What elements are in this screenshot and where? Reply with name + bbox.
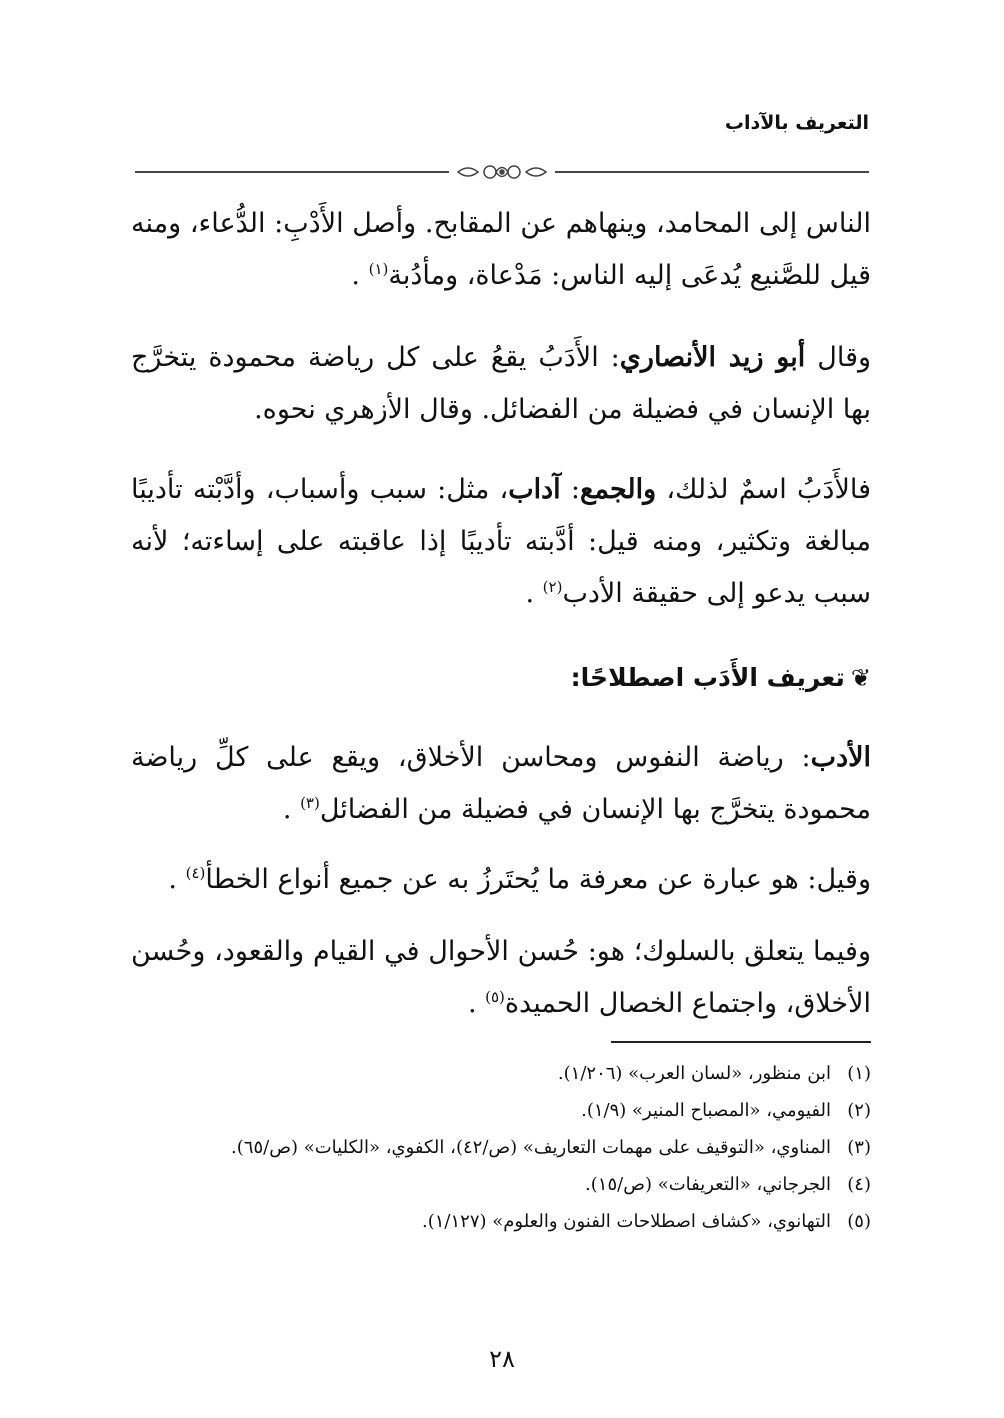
paragraph-6-text: وفيما يتعلق بالسلوك؛ هو: حُسن الأحوال في القيام والقعود، وحُسن الأخلاق، واجتماع الخصال الحميدة <box>131 936 871 1019</box>
header-ornamental-rule <box>135 162 869 182</box>
paragraph-3-end: . <box>525 578 543 609</box>
floral-ornament-icon <box>456 162 548 182</box>
footnote-text: ابن منظور، «لسان العرب» (١/٢٠٦). <box>557 1063 831 1084</box>
footnote-number: (٣) <box>847 1137 871 1158</box>
section-heading-text: تعريف الأَدَب اصطلاحًا: <box>570 663 845 692</box>
footnote-item <box>131 1169 871 1200</box>
paragraph-2-text: : الأَدَبُ يقعُ على كل رياضة محمودة يتخرَّج بها الإنسان في فضيلة من الفضائل. وقال الأزهري نحوه. <box>131 342 871 425</box>
paragraph-3-part-c: ، مثل: سبب وأسباب، وأدَّبْته تأديبًا مبالغة وتكثير، ومنه قيل: أدَّبته تأديبًا إذا عاقبته على إساءته؛ لأنه سبب يدعو إلى حقيقة الأدب <box>131 474 871 609</box>
term-plural-word: آداب <box>508 474 561 505</box>
footnote-text: التهانوي، «كشاف اصطلاحات الفنون والعلوم» (١/١٢٧). <box>422 1211 831 1232</box>
footnote-item <box>131 1206 871 1237</box>
paragraph-5-end: . <box>168 864 186 895</box>
scholar-name: أبو زيد الأنصاري <box>619 342 806 373</box>
footnotes-list <box>131 1058 871 1243</box>
paragraph-2-lead: وقال <box>805 342 872 373</box>
footnote-separator <box>611 1041 871 1043</box>
footnote-ref-2[interactable]: (٢) <box>542 578 563 596</box>
paragraph-2 <box>131 332 871 436</box>
fleuron-icon: ❦ <box>850 664 871 692</box>
footnote-text: الفيومي، «المصباح المنير» (١/٩). <box>581 1100 831 1121</box>
header-rule-right <box>555 171 869 173</box>
footnote-item <box>131 1058 871 1089</box>
footnote-item <box>131 1132 871 1163</box>
header-rule-left <box>135 171 449 173</box>
paragraph-1 <box>131 198 871 302</box>
footnote-ref-5[interactable]: (٥) <box>485 988 505 1006</box>
page-number: ٢٨ <box>489 1345 515 1373</box>
footnote-number: (٢) <box>847 1100 871 1121</box>
footnote-number: (٤) <box>847 1174 871 1195</box>
footnote-item <box>131 1095 871 1126</box>
paragraph-5 <box>131 854 871 906</box>
paragraph-4 <box>131 732 871 836</box>
paragraph-3-part-a: فالأَدَبُ اسمٌ لذلك، <box>656 474 871 505</box>
section-heading <box>131 656 871 700</box>
paragraph-4-text: : رياضة النفوس ومحاسن الأخلاق، ويقع على كلِّ رياضة محمودة يتخرَّج بها الإنسان في فضيلة من الفضائل <box>131 742 871 825</box>
paragraph-1-end: . <box>351 260 369 291</box>
term-plural-label: والجمع <box>580 474 657 505</box>
footnote-ref-3[interactable]: (٣) <box>300 794 320 812</box>
footnote-text: المناوي، «التوقيف على مهمات التعاريف» (ص/٤٢)، الكفوي، «الكليات» (ص/٦٥). <box>231 1137 831 1158</box>
footnote-number: (٥) <box>847 1211 871 1232</box>
paragraph-4-end: . <box>282 794 301 825</box>
footnote-text: الجرجاني، «التعريفات» (ص/١٥). <box>585 1174 831 1195</box>
footnote-ref-1[interactable]: (١) <box>368 260 389 278</box>
paragraph-6-end: . <box>467 988 486 1019</box>
paragraph-5-text: وقيل: هو عبارة عن معرفة ما يُحتَرزُ به عن جميع أنواع الخطأ <box>205 864 871 895</box>
paragraph-3-part-b: : <box>560 474 580 505</box>
paragraph-3 <box>131 464 871 620</box>
footnote-ref-4[interactable]: (٤) <box>185 864 206 882</box>
defined-term: الأدب <box>810 742 871 773</box>
paragraph-1-text: الناس إلى المحامد، وينهاهم عن المقابح. وأصل الأَدْبِ: الدُّعاء، ومنه قيل للصَّنيع يُدعَى إليه الناس: مَدْعاة، ومأدُبة <box>131 208 871 291</box>
footnote-number: (١) <box>847 1063 871 1084</box>
paragraph-6 <box>131 926 871 1030</box>
running-header-title: التعريف بالآداب <box>724 112 869 134</box>
